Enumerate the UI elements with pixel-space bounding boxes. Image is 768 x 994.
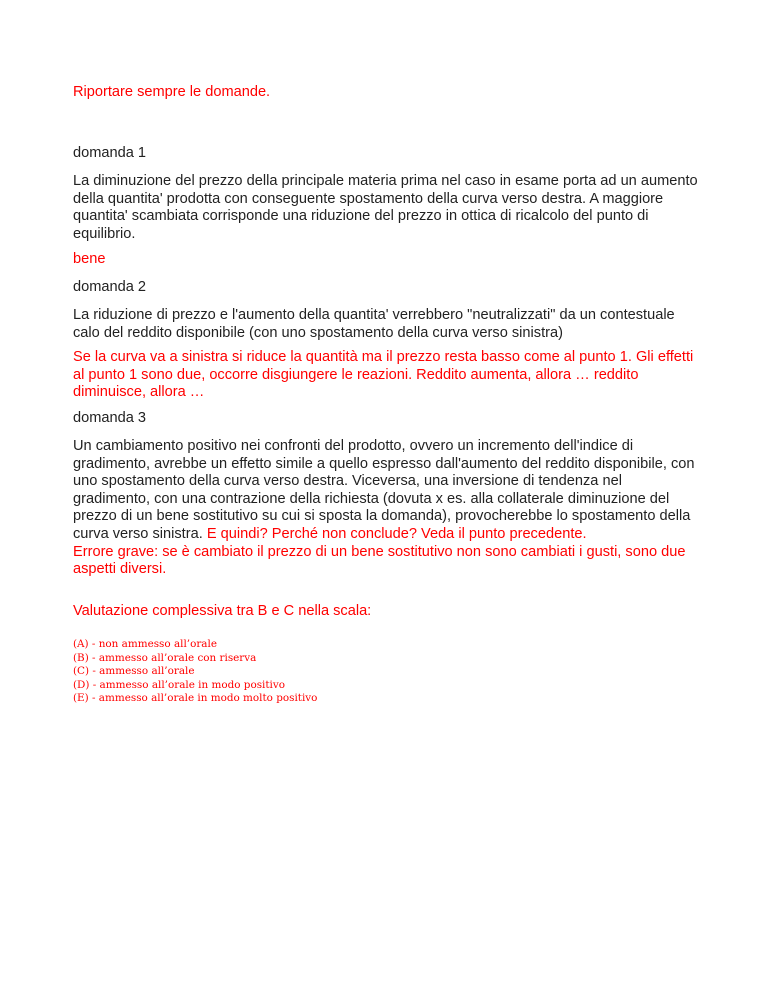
- question-3-feedback-inline: E quindi? Perché non conclude? Veda il punto precedente.: [206, 525, 587, 542]
- question-3-answer: Un cambiamento positivo nei confronti del prodotto, ovvero un incremento dell'indice di gradimento, avrebbe un effetto simile a quello espresso dall'aumento del reddito disponibile, con uno spostamento della curva verso destra. Viceversa, una inversione di tendenza nel gradimento, con una contrazione della richiesta (dovuta x es. alla collaterale diminuzione del prezzo di un bene sostitutivo su cui si sposta la domanda), provocherebbe lo spostamento della curva verso sinistra.: [73, 438, 695, 542]
- question-1-label: domanda 1: [73, 145, 147, 161]
- scale-item-a: (A) - non ammesso all’orale: [73, 638, 217, 650]
- scale-item-b: (B) - ammesso all’orale con riserva: [73, 651, 257, 664]
- scale-item-d: (D) - ammesso all’orale in modo positivo: [73, 678, 285, 691]
- scale-item-c: (C) - ammesso all’orale: [73, 665, 195, 678]
- question-2-feedback: Se la curva va a sinistra si riduce la quantità ma il prezzo resta basso come al punto 1. Gli effetti al punto 1 sono due, occorre disgiungere le reazioni. Reddito aumenta, allora … reddito diminuisce, allora …: [73, 349, 694, 401]
- question-3-answer-block: [73, 438, 703, 579]
- evaluation-title: Valutazione complessiva tra B e C nella scala:: [73, 603, 372, 619]
- question-1-answer: La diminuzione del prezzo della principale materia prima nel caso in esame porta ad un aumento della quantita' prodotta con conseguente spostamento della curva verso destra. A maggiore quantita' scambiata corrisponde una riduzione del prezzo in ottica di ricalcolo del punto di equilibrio.: [73, 173, 698, 242]
- evaluation-scale-list: [73, 638, 317, 706]
- question-1-feedback: bene: [73, 251, 106, 267]
- question-3-feedback-error: Errore grave: se è cambiato il prezzo di un bene sostitutivo non sono cambiati i gusti, sono due aspetti diversi.: [73, 543, 686, 578]
- scale-item-e: (E) - ammesso all’orale in modo molto positivo: [73, 692, 318, 705]
- question-2-label: domanda 2: [73, 279, 147, 295]
- question-2-answer: La riduzione di prezzo e l'aumento della quantita' verrebbero "neutralizzati" da un contestuale calo del reddito disponibile (con uno spostamento della curva verso sinistra): [73, 307, 675, 341]
- header-note: Riportare sempre le domande.: [73, 84, 271, 100]
- question-3-label: domanda 3: [73, 410, 147, 426]
